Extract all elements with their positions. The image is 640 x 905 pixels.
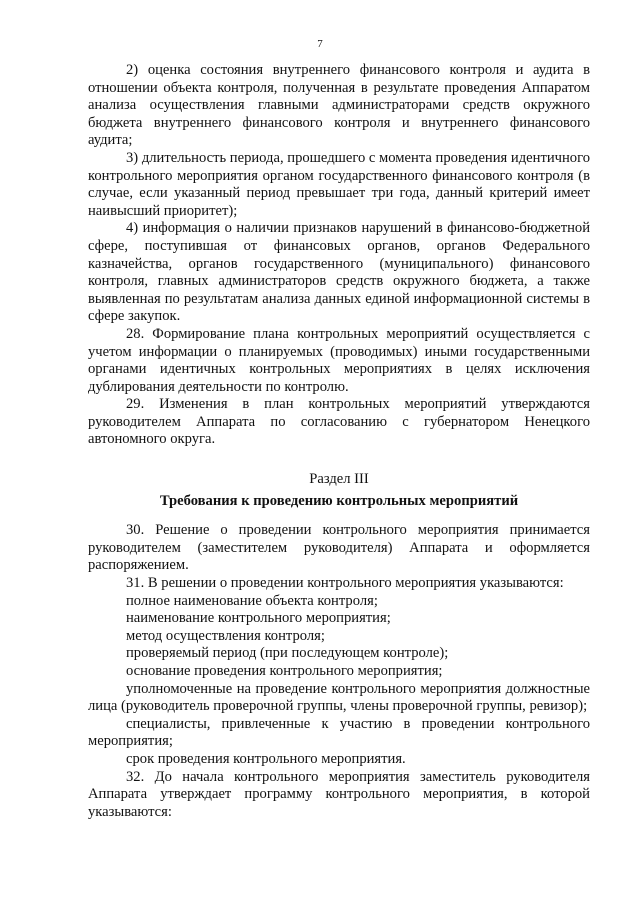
list-item: наименование контрольного мероприятия; xyxy=(126,610,391,627)
paragraph: 3) длительность периода, прошедшего с момента проведения идентичного контрольного мероприятия органом государственного финансового контроля (в случае, если указанный период превышает три года, данный критерий имеет наивысший приоритет); xyxy=(88,149,590,219)
list-item: метод осуществления контроля; xyxy=(126,627,325,644)
paragraph: 2) оценка состояния внутреннего финансового контроля и аудита в отношении объекта контроля, полученная в результате проведения Аппаратом анализа осуществления главными администраторами средств окружного бюджета внутреннего финансового контроля и внутреннего финансового аудита; xyxy=(88,62,590,149)
list-item: специалисты, привлеченные к участию в проведении контрольного мероприятия; xyxy=(88,715,590,750)
paragraph: 29. Изменения в план контрольных мероприятий утверждаются руководителем Аппарата по согласованию с губернатором Ненецкого автономного округа. xyxy=(88,396,590,448)
paragraph: 4) информация о наличии признаков нарушений в финансово-бюджетной сфере, поступившая от финансовых органов, органов Федерального казначейства, органов государственного (муниципального) финансового контроля, главных администраторов средств окружного бюджета, а также выявленная по результатам анализа данных единой информационной системы в сфере закупок. xyxy=(88,220,590,325)
paragraph: 31. В решении о проведении контрольного мероприятия указываются: xyxy=(126,575,564,592)
paragraph: 30. Решение о проведении контрольного мероприятия принимается руководителем (заместителем руководителя) Аппарата и оформляется распоряжением. xyxy=(88,522,590,574)
page-number: 7 xyxy=(317,38,323,50)
list-item: проверяемый период (при последующем контроле); xyxy=(126,645,449,662)
list-item: уполномоченные на проведение контрольного мероприятия должностные лица (руководитель проверочной группы, члены проверочной группы, ревизор); xyxy=(88,680,590,715)
document-body xyxy=(88,62,590,821)
paragraph: 28. Формирование плана контрольных мероприятий осуществляется с учетом информации о планируемых (проводимых) иными государственными органами идентичных контрольных мероприятиях в целях исключения дублирования деятельности по контролю. xyxy=(88,325,590,395)
list-item: срок проведения контрольного мероприятия. xyxy=(126,750,406,767)
list-item: полное наименование объекта контроля; xyxy=(126,592,378,609)
list-item: основание проведения контрольного мероприятия; xyxy=(126,663,443,679)
section-label: Раздел III xyxy=(309,471,369,488)
section-title: Требования к проведению контрольных мероприятий xyxy=(159,492,519,509)
paragraph: 32. До начала контрольного мероприятия заместитель руководителя Аппарата утверждает программу контрольного мероприятия, в которой указываются: xyxy=(88,768,590,820)
